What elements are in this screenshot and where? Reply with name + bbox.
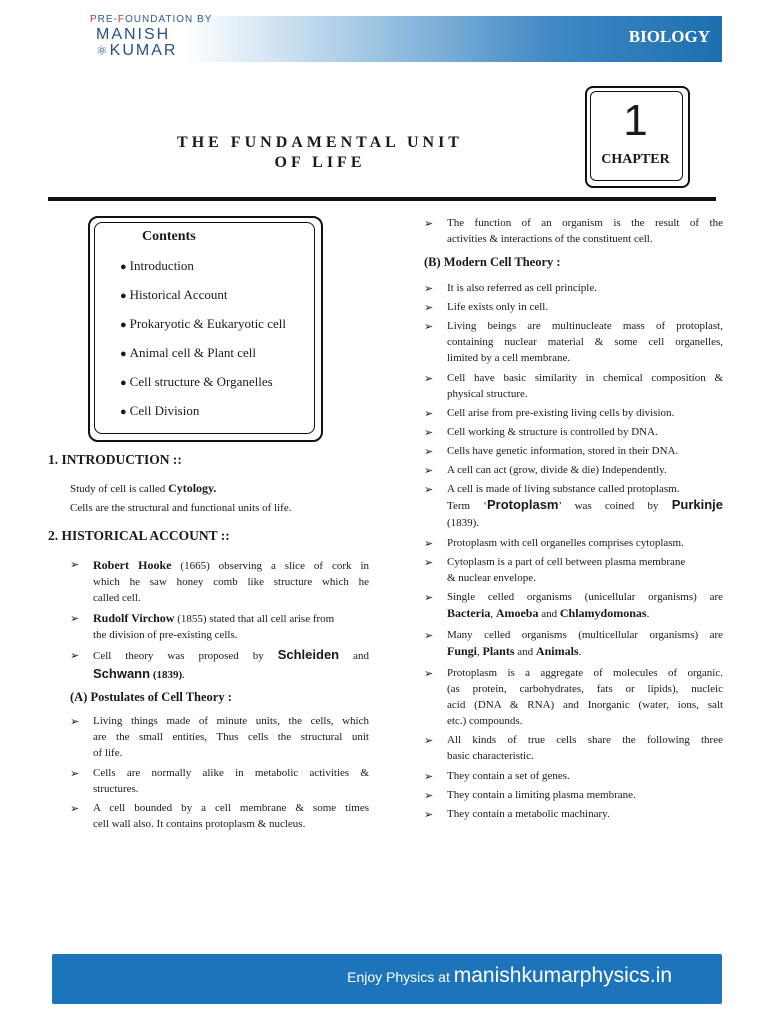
right-line: The function of an organism is the result of the (447, 217, 723, 229)
right-line: etc.) compounds. (447, 715, 523, 727)
page-title-line-2: OF LIFE (274, 154, 366, 171)
arrow-bullet-icon: ➢ (424, 283, 434, 295)
arrow-bullet-icon: ➢ (70, 768, 80, 780)
right-line: (1839). (447, 517, 480, 529)
subheading-postulates: (A) Postulates of Cell Theory : (70, 690, 232, 704)
bullet-icon: ● (120, 290, 127, 302)
right-line: Cell have basic similarity in chemical composition & (447, 372, 723, 384)
arrow-bullet-icon: ➢ (70, 650, 80, 662)
right-line: limited by a cell membrane. (447, 352, 571, 364)
right-line: (as protein, carbohydrates, fats or lipids), nucleic (447, 683, 723, 695)
arrow-bullet-icon: ➢ (70, 613, 80, 625)
contents-item: ● Prokaryotic & Eukaryotic cell (120, 316, 286, 331)
logo-tagline: PRE-FOUNDATION BY (90, 14, 213, 25)
arrow-bullet-icon: ➢ (424, 557, 434, 569)
hooke-line: called cell. (93, 592, 141, 604)
arrow-bullet-icon: ➢ (424, 218, 434, 230)
right-line: Protoplasm is a aggregate of molecules of organic. (447, 667, 723, 679)
bullet-icon: ● (120, 261, 127, 273)
arrow-bullet-icon: ➢ (424, 538, 434, 550)
arrow-bullet-icon: ➢ (424, 809, 434, 821)
right-line: Protoplasm with cell organelles comprises cytoplasm. (447, 537, 684, 549)
postulate-line: Living things made of minute units, the cells, which (93, 715, 369, 727)
right-line: & nuclear envelope. (447, 572, 536, 584)
theory-line: Cell theory was proposed by Schleiden and (93, 647, 369, 662)
right-line: Cell arise from pre-existing living cells by division. (447, 407, 675, 419)
arrow-bullet-icon: ➢ (424, 735, 434, 747)
arrow-bullet-icon: ➢ (424, 321, 434, 333)
right-line: A cell can act (grow, divide & die) Independently. (447, 464, 667, 476)
bullet-icon: ● (120, 377, 127, 389)
logo-name-last: ⚛KUMAR (96, 42, 178, 59)
arrow-bullet-icon: ➢ (424, 408, 434, 420)
arrow-bullet-icon: ➢ (424, 668, 434, 680)
contents-item: ● Animal cell & Plant cell (120, 345, 257, 360)
right-line: It is also referred as cell principle. (447, 282, 597, 294)
right-line: Cell working & structure is controlled by DNA. (447, 426, 658, 438)
contents-item: ● Cell Division (120, 403, 200, 418)
right-line: Term ‘Protoplasm’ was coined by Purkinje (447, 497, 724, 512)
footer-text: Enjoy Physics at manishkumarphysics.in (347, 964, 672, 987)
chapter-number: 1 (623, 96, 648, 145)
right-line: basic characteristic. (447, 750, 534, 762)
arrow-bullet-icon: ➢ (70, 716, 80, 728)
right-line: activities & interactions of the constituent cell. (447, 233, 653, 245)
right-line: Living beings are multinucleate mass of protoplast, (447, 320, 723, 332)
hooke-line: Robert Hooke (1665) observing a slice of cork in (93, 558, 369, 572)
arrow-bullet-icon: ➢ (424, 592, 434, 604)
postulate-line: structures. (93, 783, 139, 795)
theory-line: Schwann (1839). (93, 666, 185, 681)
right-line: Bacteria, Amoeba and Chlamydomonas. (447, 606, 650, 620)
right-line: They contain a metabolic machinary. (447, 808, 610, 820)
subject-label: BIOLOGY (628, 27, 710, 46)
right-line: physical structure. (447, 388, 528, 400)
chapter-label: CHAPTER (601, 152, 670, 167)
right-line: Many celled organisms (multicellular organisms) are (447, 629, 723, 641)
postulate-line: cell wall also. It contains protoplasm & nucleus. (93, 818, 306, 830)
subheading-modern-theory: (B) Modern Cell Theory : (424, 255, 561, 269)
virchow-line: the division of pre-existing cells. (93, 629, 238, 641)
bullet-icon: ● (120, 319, 127, 331)
arrow-bullet-icon: ➢ (424, 484, 434, 496)
right-line: containing nuclear material & some cell organelles, (447, 336, 723, 348)
right-line: acid (DNA & RNA) and Inorganic (water, ions, salt (447, 699, 723, 711)
logo-name-first: MANISH (96, 26, 171, 43)
right-line: Cytoplasm is a part of cell between plasma membrane (447, 556, 686, 568)
right-line: Cells have genetic information, stored in their DNA. (447, 445, 679, 457)
arrow-bullet-icon: ➢ (424, 630, 434, 642)
arrow-bullet-icon: ➢ (424, 302, 434, 314)
postulate-line: of life. (93, 747, 123, 759)
right-line: They contain a limiting plasma membrane. (447, 789, 636, 801)
contents-title: Contents (142, 229, 196, 244)
arrow-bullet-icon: ➢ (424, 465, 434, 477)
arrow-bullet-icon: ➢ (70, 559, 80, 571)
title-divider (48, 197, 716, 201)
contents-item: ● Historical Account (120, 287, 228, 302)
right-line: A cell is made of living substance called protoplasm. (447, 483, 680, 495)
arrow-bullet-icon: ➢ (424, 446, 434, 458)
bullet-icon: ● (120, 406, 127, 418)
right-line: Life exists only in cell. (447, 301, 549, 313)
footer-site-link[interactable]: manishkumarphysics.in (453, 964, 672, 987)
bullet-icon: ● (120, 348, 127, 360)
arrow-bullet-icon: ➢ (424, 427, 434, 439)
arrow-bullet-icon: ➢ (424, 790, 434, 802)
arrow-bullet-icon: ➢ (424, 771, 434, 783)
right-line: Fungi, Plants and Animals. (447, 644, 582, 658)
intro-line: Cells are the structural and functional units of life. (70, 502, 292, 514)
page-title-line-1: THE FUNDAMENTAL UNIT (177, 134, 463, 151)
right-line: They contain a set of genes. (447, 770, 570, 782)
postulate-line: are the small entities, Thus cells the structural unit (93, 731, 369, 743)
arrow-bullet-icon: ➢ (70, 803, 80, 815)
section-heading-historical: 2. HISTORICAL ACCOUNT :: (48, 528, 230, 543)
right-line: Single celled organisms (unicellular organisms) are (447, 591, 723, 603)
postulate-line: A cell bounded by a cell membrane & some times (93, 802, 369, 814)
hooke-line: which he saw honey comb like structure which he (93, 576, 369, 588)
intro-line: Study of cell is called Cytology. (70, 481, 217, 495)
atom-icon: ⚛ (96, 43, 110, 58)
contents-item: ● Introduction (120, 258, 194, 273)
virchow-line: Rudolf Virchow (1855) stated that all cell arise from (93, 611, 335, 625)
right-line: All kinds of true cells share the following three (447, 734, 723, 746)
contents-item: ● Cell structure & Organelles (120, 374, 273, 389)
arrow-bullet-icon: ➢ (424, 373, 434, 385)
section-heading-introduction: 1. INTRODUCTION :: (48, 452, 182, 467)
postulate-line: Cells are normally alike in metabolic activities & (93, 767, 369, 779)
